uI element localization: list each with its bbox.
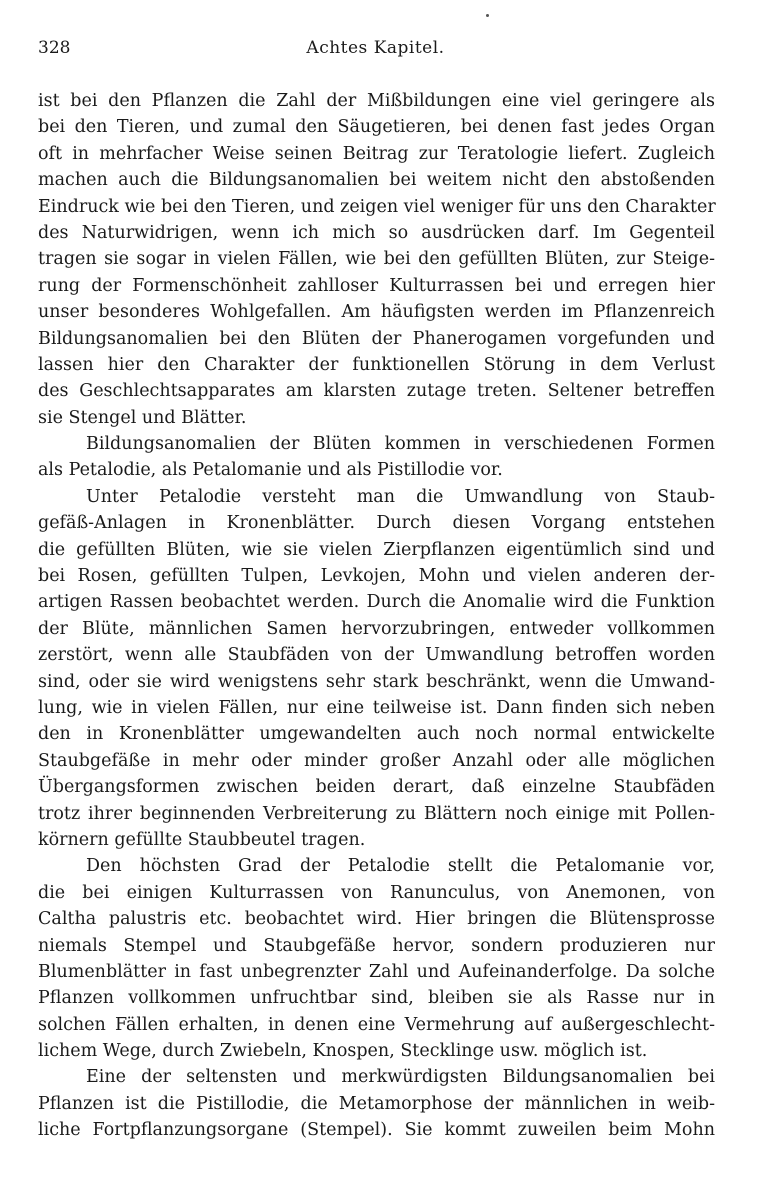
text-line: bei Rosen, gefüllten Tulpen, Levkojen, Mohn und vielen anderen der- (38, 566, 715, 587)
text-line: des Naturwidrigen, wenn ich mich so ausdrücken darf. Im Gegenteil (38, 222, 715, 243)
text-line: sind, oder sie wird wenigstens sehr stark beschränkt, wenn die Umwand- (38, 671, 715, 692)
text-line: Blumenblätter in fast unbegrenzter Zahl und Aufeinanderfolge. Da solche (38, 961, 715, 982)
text-line: lassen hier den Charakter der funktionellen Störung in dem Verlust (38, 354, 715, 375)
text-line: oft in mehrfacher Weise seinen Beitrag zur Teratologie liefert. Zugleich (38, 143, 715, 164)
text-line: solchen Fällen erhalten, in denen eine Vermehrung auf außergeschlecht- (38, 1014, 715, 1035)
text-line: bei den Tieren, und zumal den Säugetieren, bei denen fast jedes Organ (38, 117, 715, 138)
text-line: unser besonderes Wohlgefallen. Am häufigsten werden im Pflanzenreich (38, 302, 715, 323)
text-line: Pflanzen vollkommen unfruchtbar sind, bleiben sie als Rasse nur in (38, 988, 715, 1009)
text-line: den in Kronenblätter umgewandelten auch noch normal entwickelte (38, 724, 715, 745)
text-line: des Geschlechtsapparates am klarsten zutage treten. Seltener betreffen (38, 381, 715, 402)
text-line: als Petalodie, als Petalomanie und als Pistillodie vor. (38, 460, 503, 481)
text-line: die bei einigen Kulturrassen von Ranunculus, von Anemonen, von (38, 882, 715, 903)
running-title: Achtes Kapitel. (306, 38, 445, 58)
text-line: Staubgefäße in mehr oder minder großer Anzahl oder alle möglichen (38, 750, 715, 771)
text-line: Pflanzen ist die Pistillodie, die Metamorphose der männlichen in weib- (38, 1093, 715, 1114)
page-number: 328 (38, 38, 71, 58)
text-line: tragen sie sogar in vielen Fällen, wie bei den gefüllten Blüten, zur Steige- (38, 249, 715, 270)
text-line: zerstört, wenn alle Staubfäden von der Umwandlung betroffen worden (38, 645, 715, 666)
text-line: Den höchsten Grad der Petalodie stellt die Petalomanie vor, (86, 856, 715, 877)
text-line: sie Stengel und Blätter. (38, 407, 247, 428)
text-line: der Blüte, männlichen Samen hervorzubringen, entweder vollkommen (38, 618, 715, 639)
text-line: rung der Formenschönheit zahlloser Kulturrassen bei und erregen hier (38, 275, 715, 296)
text-line: ist bei den Pflanzen die Zahl der Mißbildungen eine viel geringere als (38, 91, 715, 111)
body-text (38, 88, 715, 1144)
text-line: Übergangsformen zwischen beiden derart, daß einzelne Staubfäden (38, 777, 715, 798)
text-line: liche Fortpflanzungsorgane (Stempel). Sie kommt zuweilen beim Mohn (38, 1120, 715, 1141)
text-line: Caltha palustris etc. beobachtet wird. Hier bringen die Blütensprosse (38, 909, 715, 930)
text-line: die gefüllten Blüten, wie sie vielen Zierpflanzen eigentümlich sind und (38, 539, 715, 560)
text-line: trotz ihrer beginnenden Verbreiterung zu Blättern noch einige mit Pollen- (38, 803, 715, 824)
text-line: lichem Wege, durch Zwiebeln, Knospen, Stecklinge usw. möglich ist. (38, 1041, 648, 1062)
text-line: Bildungsanomalien bei den Blüten der Phanerogamen vorgefunden und (38, 328, 715, 349)
text-line: körnern gefüllte Staubbeutel tragen. (38, 829, 366, 850)
page-header (38, 38, 713, 62)
print-speck (486, 14, 489, 17)
text-line: gefäß-Anlagen in Kronenblätter. Durch diesen Vorgang entstehen (38, 513, 715, 534)
text-line: Eindruck wie bei den Tieren, und zeigen viel weniger für uns den Charakter (38, 196, 716, 217)
text-line: machen auch die Bildungsanomalien bei weitem nicht den abstoßenden (38, 170, 715, 191)
text-line: lung, wie in vielen Fällen, nur eine teilweise ist. Dann finden sich neben (38, 697, 715, 718)
text-line: Bildungsanomalien der Blüten kommen in verschiedenen Formen (86, 434, 715, 455)
text-line: niemals Stempel und Staubgefäße hervor, sondern produzieren nur (38, 935, 715, 956)
text-line: artigen Rassen beobachtet werden. Durch die Anomalie wird die Funktion (38, 592, 715, 613)
text-line: Eine der seltensten und merkwürdigsten Bildungsanomalien bei (86, 1067, 715, 1088)
text-line: Unter Petalodie versteht man die Umwandlung von Staub- (86, 486, 715, 507)
